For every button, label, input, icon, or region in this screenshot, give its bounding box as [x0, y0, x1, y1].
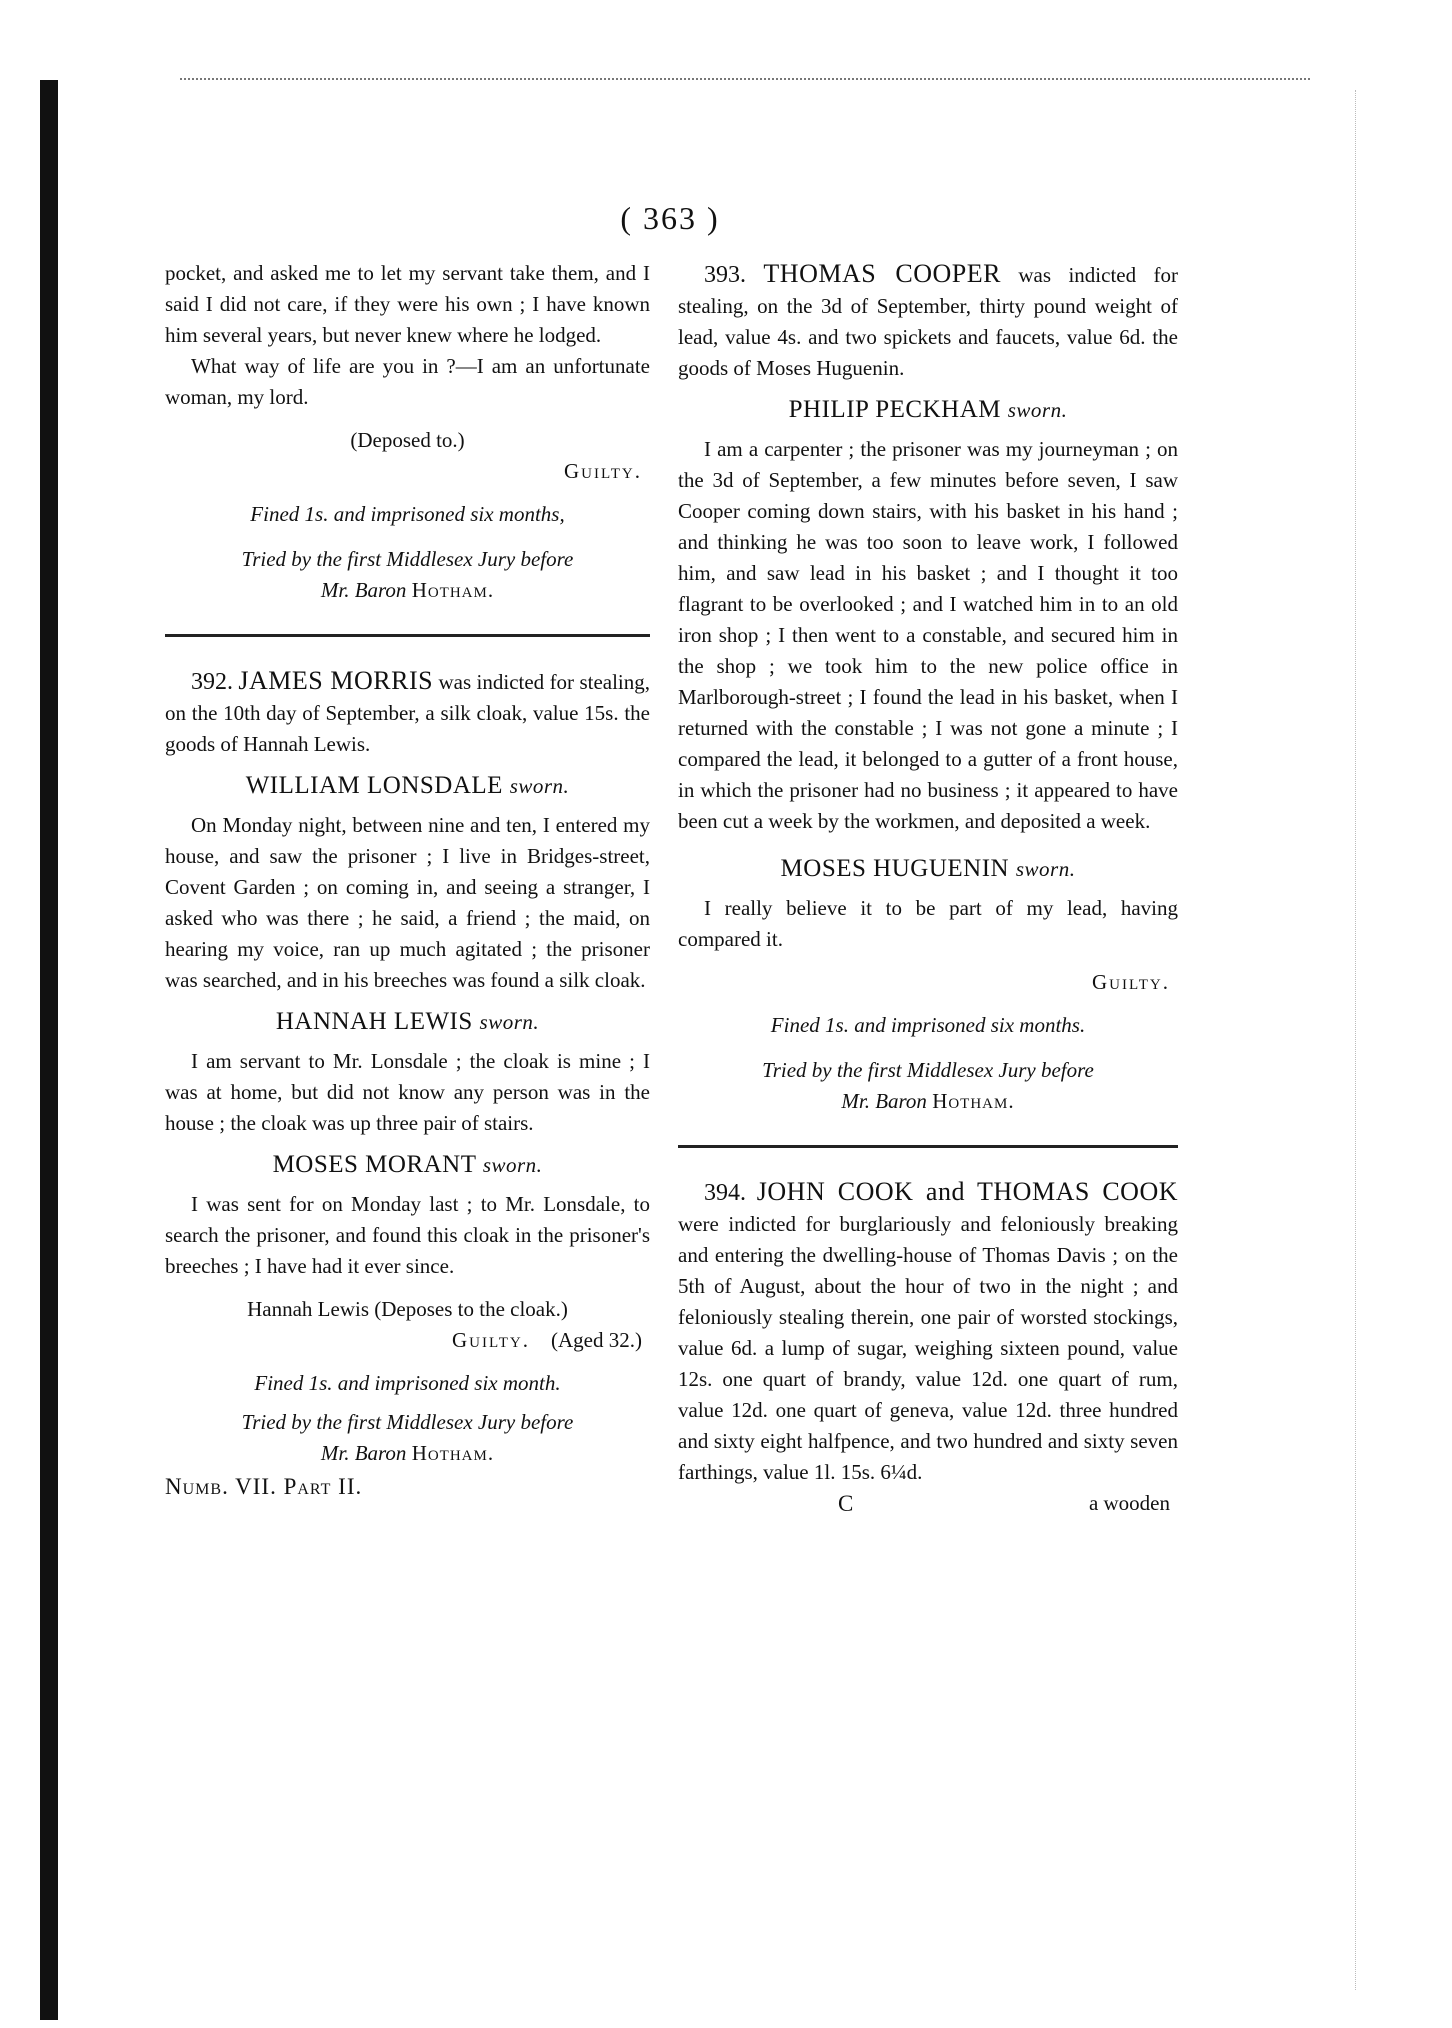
- footer-signature: Numb. VII. Part II.: [165, 1474, 363, 1499]
- deposes-note: Hannah Lewis (Deposes to the cloak.): [247, 1297, 568, 1321]
- sentence: Fined 1s. and imprisoned six months.: [770, 1013, 1086, 1037]
- paragraph: pocket, and asked me to let my servant take them, and I said I did not care, if they were his own ; I have known him several years, but never knew where he lodged.: [165, 261, 650, 347]
- trial-note: Tried by the first Middlesex Jury before Mr. Baron Hotham.: [241, 547, 574, 602]
- case-paragraph: 394. JOHN COOK and THOMAS COOK were indicted for burglariously and feloniously breaking and entering the dwelling-house of Thomas Davis ; on the 5th of August, about the hour of two in the night ; and feloniously stealing therein, one pair of worsted stockings, value 6d. a lump of sugar, weighing sixteen pound, value 12s. one quart of brandy, value 12d. one quart of rum, value 12d. one quart of geneva, value 12d. three hundred and sixty eight halfpence, and two hundred and sixty seven farthings, value 1l. 15s. 6¼d.: [678, 1177, 1179, 1484]
- witness-heading: WILLIAM LONSDALE sworn.: [245, 772, 570, 799]
- sentence: Fined 1s. and imprisoned six month.: [254, 1371, 561, 1395]
- witness-heading: MOSES MORANT sworn.: [272, 1151, 543, 1178]
- defendant-name: JOHN COOK and THOMAS COOK: [756, 1177, 1179, 1206]
- section-rule: [678, 1145, 1178, 1148]
- case-paragraph: 392. JAMES MORRIS was indicted for stealing, on the 10th day of September, a silk cloak, value 15s. the goods of Hannah Lewis.: [165, 666, 651, 756]
- scan-edge-noise: [180, 78, 1310, 80]
- paragraph: What way of life are you in ?—I am an unfortunate woman, my lord.: [165, 354, 650, 409]
- verdict: Guilty.: [563, 459, 642, 483]
- testimony: I was sent for on Monday last ; to Mr. Lonsdale, to search the prisoner, and found this cloak in the prisoner's breeches ; I have had it ever since.: [165, 1192, 650, 1278]
- deposed-note: (Deposed to.): [350, 428, 465, 452]
- right-column: [678, 258, 1178, 1522]
- section-rule: [165, 634, 650, 637]
- verdict: Guilty.: [1091, 970, 1170, 994]
- binding-shadow: [40, 80, 58, 2020]
- sentence: Fined 1s. and imprisoned six months,: [250, 502, 565, 526]
- testimony: On Monday night, between nine and ten, I entered my house, and saw the prisoner ; I live in Bridges-street, Covent Garden ; on coming in, and seeing a stranger, I asked who was there ; he said, a friend ; the maid, on hearing my voice, ran up much agitated ; the prisoner was searched, and in his breeches was found a silk cloak.: [165, 813, 650, 992]
- defendant-name: THOMAS COOPER: [763, 259, 1001, 288]
- left-column: [165, 258, 650, 1502]
- testimony: I am servant to Mr. Lonsdale ; the cloak is mine ; I was at home, but did not know any person was in the house ; the cloak was up three pair of stairs.: [165, 1049, 650, 1135]
- defendant-name: JAMES MORRIS: [238, 666, 434, 695]
- witness-heading: HANNAH LEWIS sworn.: [275, 1008, 540, 1035]
- trial-note: Tried by the first Middlesex Jury before Mr. Baron Hotham.: [241, 1410, 574, 1465]
- signature-mark: C: [838, 1491, 854, 1516]
- trial-note: Tried by the first Middlesex Jury before Mr. Baron Hotham.: [762, 1058, 1094, 1113]
- testimony: I am a carpenter ; the prisoner was my journeyman ; on the 3d of September, a few minutes before seven, I saw Cooper coming down stairs, with his basket in his hand ; and thinking he was too soon to leave work, I followed him, and saw lead in his basket ; and I thought it too flagrant to be overlooked ; and I watched him in to an old iron shop ; I then went to a constable, and secured him in the shop ; we took him to the new police office in Marlborough-street ; I found the lead in his basket, when I returned with the constable ; I was not gone a minute ; I compared the lead, it belonged to a gutter of a front house, in which the prisoner had no business ; it appeared to have been cut a week by the workmen, and deposited a week.: [678, 437, 1178, 833]
- case-paragraph: 393. THOMAS COOPER was indicted for stealing, on the 3d of September, thirty pound weight of lead, value 4s. and two spickets and faucets, value 6d. the goods of Moses Huguenin.: [678, 259, 1179, 380]
- witness-heading: MOSES HUGUENIN sworn.: [780, 855, 1076, 882]
- scan-right-edge: [1355, 90, 1356, 1990]
- page-foot: [678, 1488, 1178, 1522]
- witness-heading: PHILIP PECKHAM sworn.: [788, 396, 1068, 423]
- testimony: I really believe it to be part of my lead, having compared it.: [678, 896, 1178, 951]
- verdict-line: Guilty. (Aged 32.): [451, 1328, 642, 1352]
- catchword: a wooden: [1088, 1491, 1170, 1515]
- case-number: 394.: [704, 1180, 746, 1206]
- case-number: 393.: [704, 262, 746, 288]
- case-number: 392.: [191, 669, 233, 695]
- page-number: ( 363 ): [620, 200, 720, 236]
